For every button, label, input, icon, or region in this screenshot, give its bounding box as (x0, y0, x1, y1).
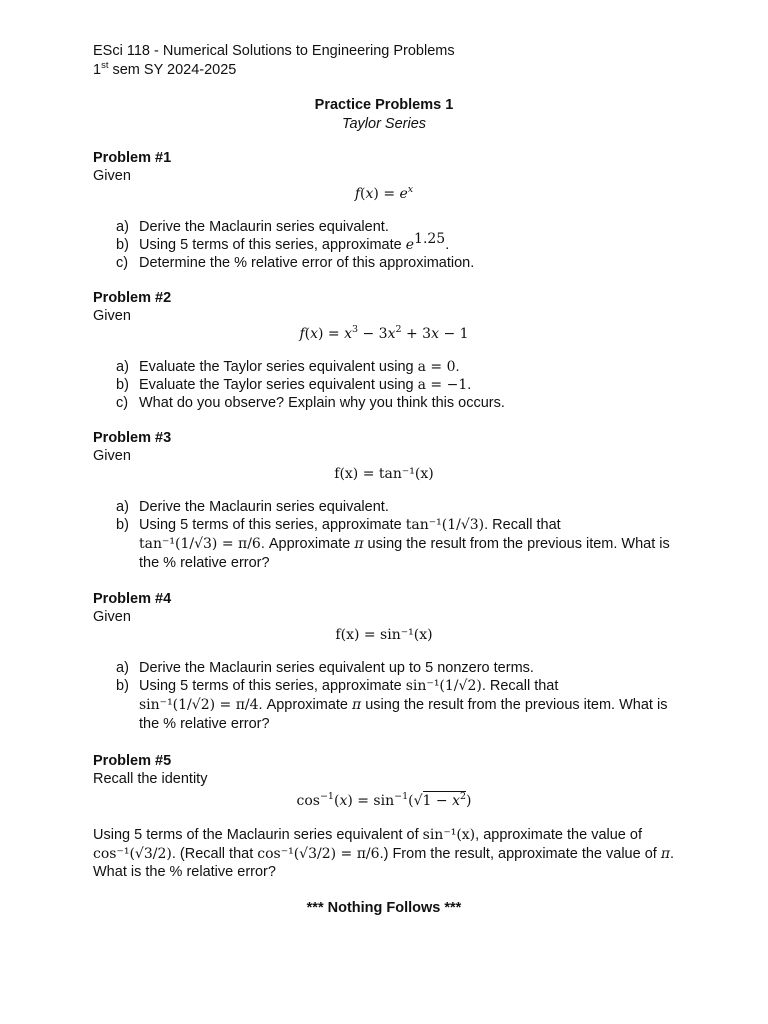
problem-2-equation: $f(x) = x^3 - 3x^2 + 3x - 1$ (299, 324, 469, 342)
list-item: a) Evaluate the Taylor series equivalent using a = 0. (116, 359, 460, 375)
problem-4-heading: Problem #4 (93, 591, 172, 607)
course-title: ESci 118 - Numerical Solutions to Engineering Problems (93, 43, 455, 59)
problem-2-heading: Problem #2 (93, 290, 172, 306)
list-item: a) Derive the Maclaurin series equivalent. (116, 499, 389, 515)
problem-3-given: Given (93, 448, 131, 464)
list-item: c) What do you observe? Explain why you think this occurs. (116, 395, 505, 411)
problem-1-given: Given (93, 168, 131, 184)
problem-5-heading: Problem #5 (93, 753, 172, 769)
list-item: b) Using 5 terms of this series, approximate tan⁻¹(1/√3). Recall that tan⁻¹(1/√3) = π/6. Approximate π using the result from the previous item. What is the % relative error? (116, 517, 670, 571)
list-item: a) Derive the Maclaurin series equivalent. (116, 219, 389, 235)
list-item: b) Using 5 terms of this series, approximate sin⁻¹(1/√2). Recall that sin⁻¹(1/√2) = π/4. Approximate π using the result from the previous item. What is the % relative error? (116, 678, 668, 732)
problem-5-equation: $\cos^{-1}(x) = \sin^{-1}(√1 - x^2)$ (296, 791, 472, 809)
list-item: b) Evaluate the Taylor series equivalent using a = −1. (116, 377, 472, 393)
problem-1-heading: Problem #1 (93, 150, 172, 166)
problem-1-equation: $f(x) = e^x$ (354, 184, 414, 202)
nothing-follows-footer: *** Nothing Follows *** (306, 900, 462, 916)
problem-4-given: Given (93, 609, 131, 625)
problem-4-equation: f(x) = sin⁻¹(x) (335, 627, 433, 643)
problem-4-items (93, 659, 683, 734)
page-subtitle: Taylor Series (341, 116, 427, 132)
list-item: a) Derive the Maclaurin series equivalent up to 5 nonzero terms. (116, 660, 534, 676)
problem-3-heading: Problem #3 (93, 430, 172, 446)
list-item: c) Determine the % relative error of this approximation. (116, 255, 475, 271)
problem-3-equation: f(x) = tan⁻¹(x) (334, 466, 434, 482)
list-item: b) Using 5 terms of this series, approximate $e^{1.25}$. (116, 231, 450, 253)
page-title: Practice Problems 1 (314, 97, 454, 113)
problem-3-items (93, 498, 683, 573)
problem-2-items (93, 358, 683, 412)
problem-1-items (93, 218, 683, 272)
semester-line: 1st sem SY 2024-2025 (93, 60, 237, 78)
problem-5-paragraph: Using 5 terms of the Maclaurin series equivalent of sin⁻¹(x), approximate the value of cos⁻¹(√3/2). (Recall that cos⁻¹(√3/2) = π/6.) From the result, approximate the value of π. What is the % relative error? (93, 827, 675, 880)
problem-2-given: Given (93, 308, 131, 324)
problem-5-intro: Recall the identity (93, 771, 208, 787)
